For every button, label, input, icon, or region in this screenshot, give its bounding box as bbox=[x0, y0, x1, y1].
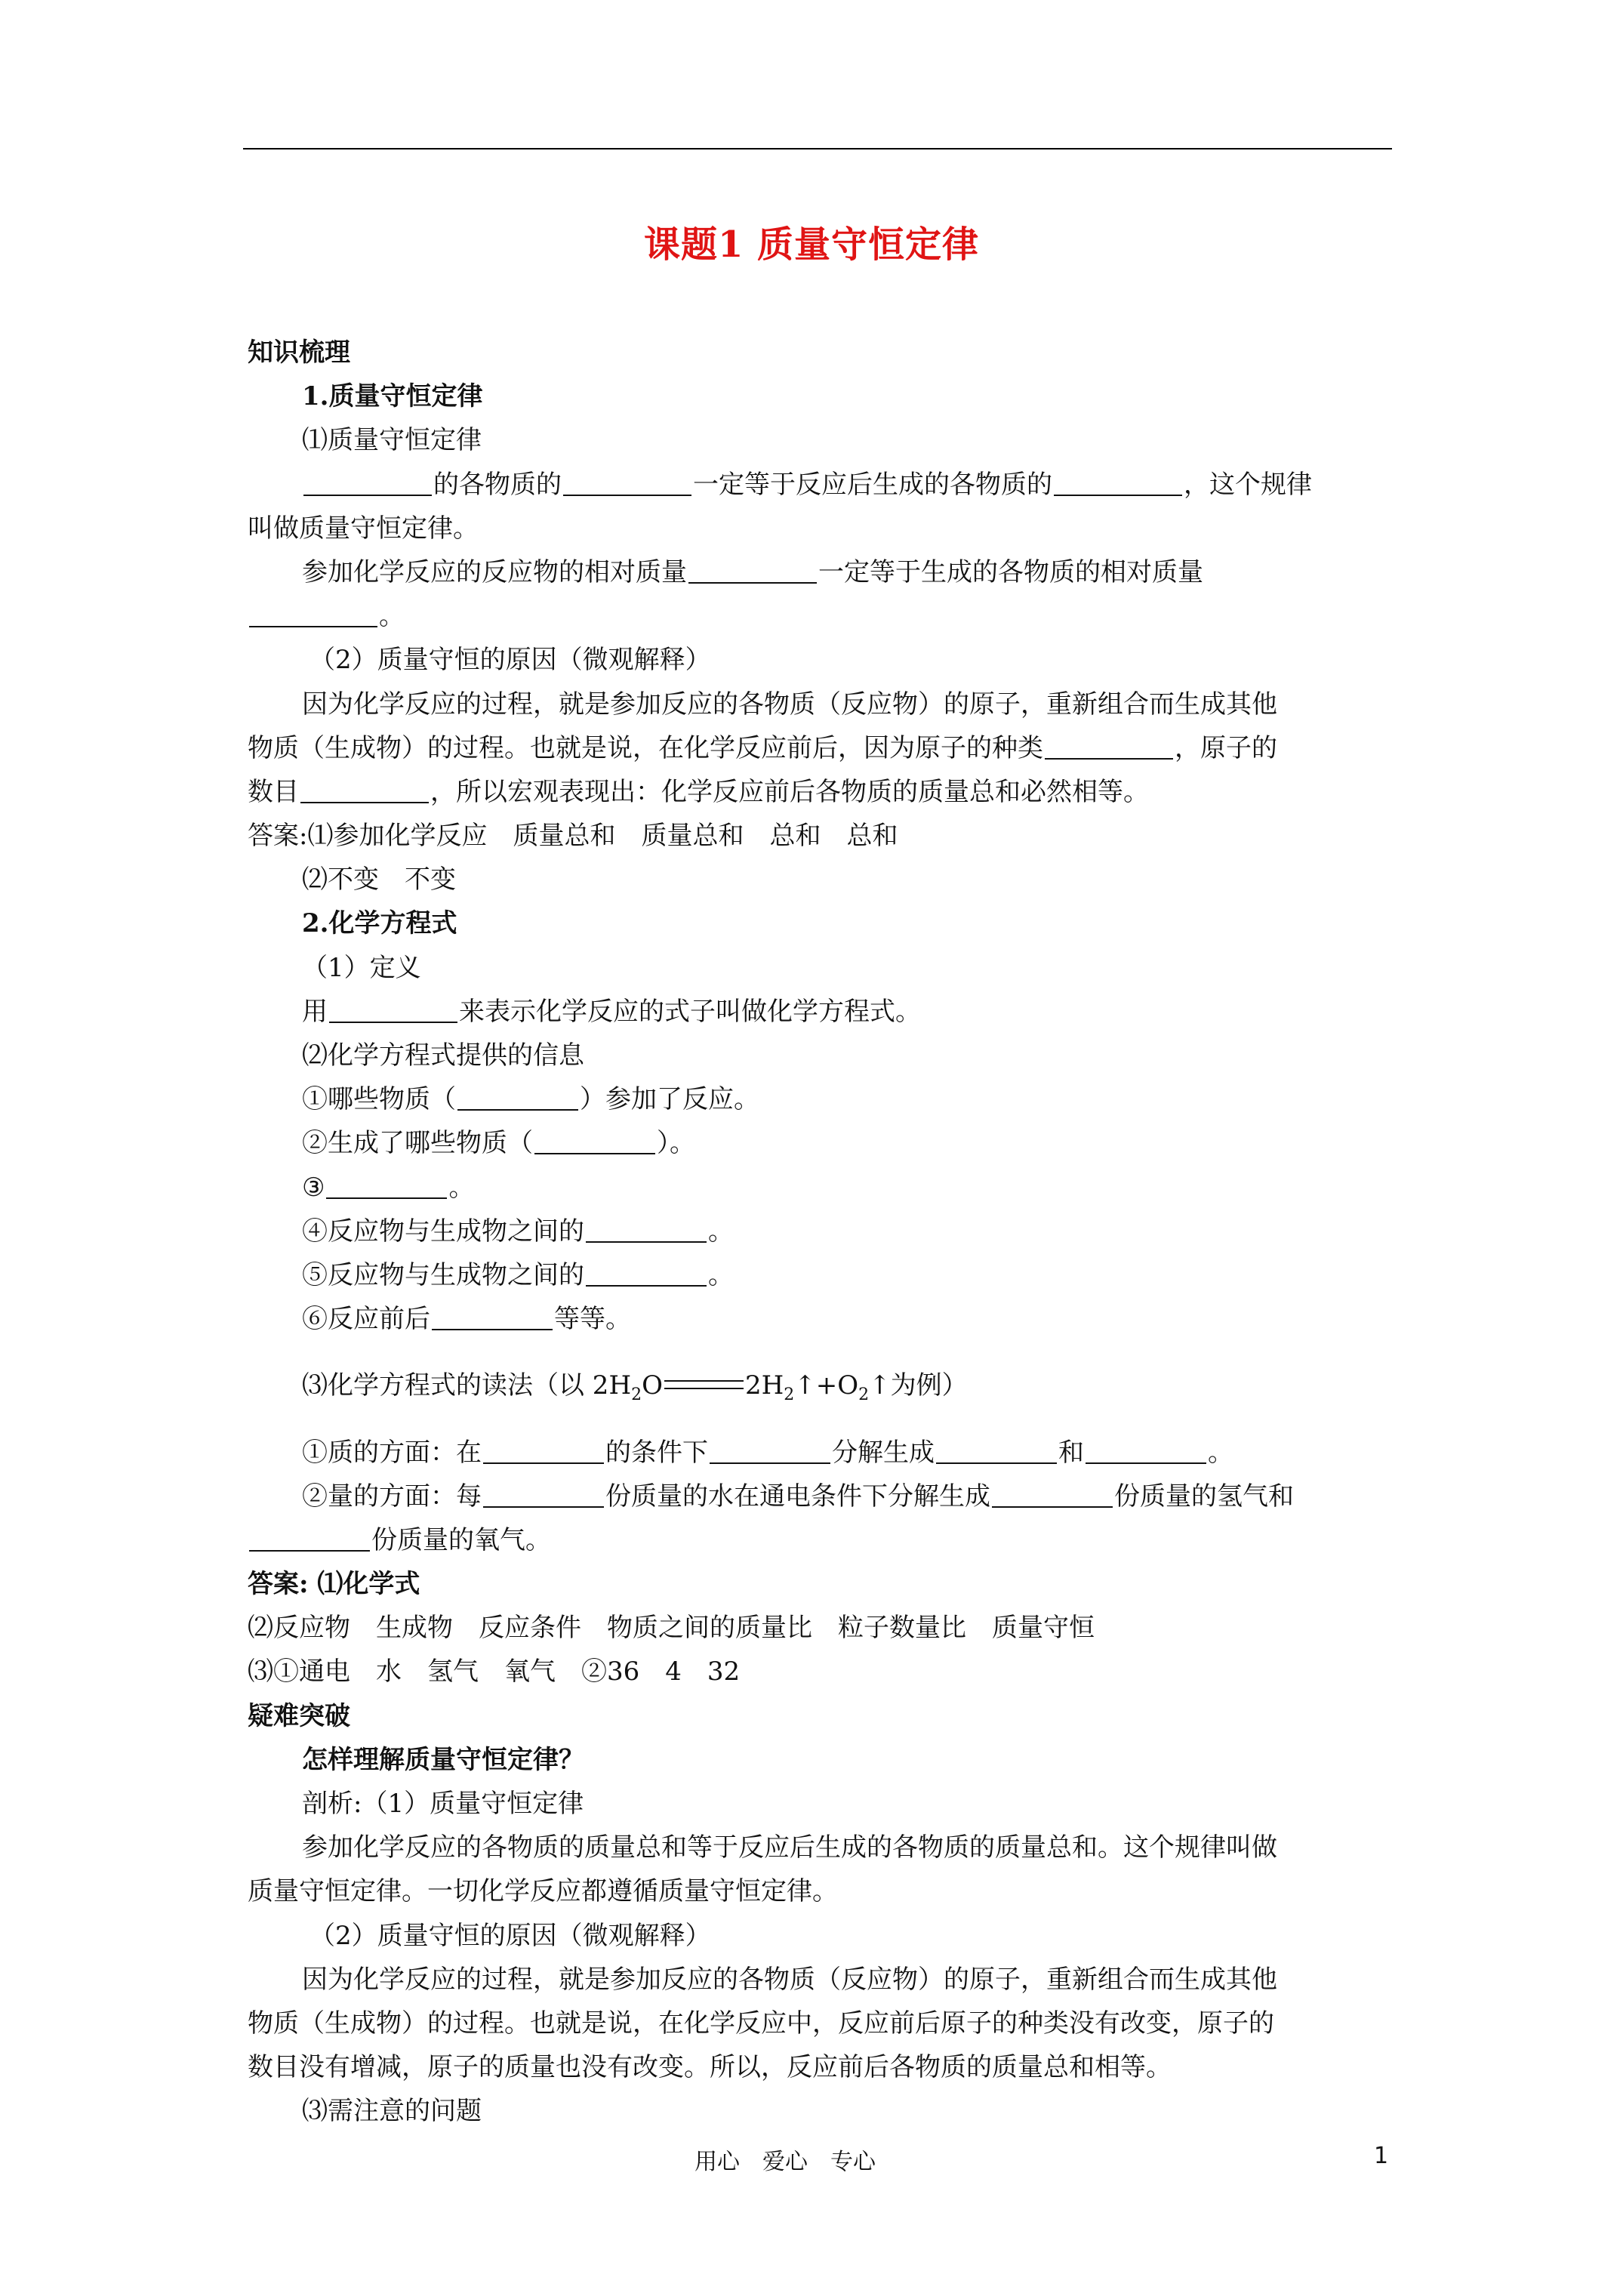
fill-sentence: 的各物质的 一定等于反应后生成的各物质的 ，这个规律 bbox=[248, 463, 1389, 507]
question-line: 怎样理解质量守恒定律？ bbox=[302, 1744, 584, 1775]
answer-line: ⑵不变 不变 bbox=[302, 864, 456, 895]
answer-line: ⑶①通电 水 氢气 氧气 ②36 4 32 bbox=[248, 1657, 741, 1687]
blank bbox=[992, 1481, 1113, 1508]
blank bbox=[1045, 732, 1173, 760]
info-item: ⑤反应物与生成物之间的 。 bbox=[302, 1259, 734, 1290]
blank bbox=[303, 469, 432, 496]
document-body bbox=[248, 331, 1389, 2134]
text-line: 叫做质量守恒定律。 bbox=[248, 513, 479, 544]
answer-line: ⑵反应物 生成物 反应条件 物质之间的质量比 粒子数量比 质量守恒 bbox=[248, 1613, 1095, 1644]
item-label: （2）质量守恒的原因（微观解释） bbox=[310, 645, 711, 676]
section-heading-difficulty: 疑难突破 bbox=[248, 1700, 350, 1731]
item-label: ⑴质量守恒定律 bbox=[302, 425, 482, 456]
blank bbox=[1086, 1437, 1206, 1464]
blank bbox=[534, 1127, 655, 1154]
subheading-law: 1.质量守恒定律 bbox=[302, 381, 483, 412]
subheading-equation: 2.化学方程式 bbox=[302, 908, 457, 939]
page-title: 课题1 质量守恒定律 bbox=[643, 223, 980, 266]
blank bbox=[483, 1481, 604, 1508]
text-line: 因为化学反应的过程，就是参加反应的各物质（反应物）的原子，重新组合而生成其他 bbox=[302, 1964, 1277, 1995]
page-number: 1 bbox=[1374, 2143, 1389, 2169]
blank bbox=[710, 1437, 830, 1464]
blank bbox=[1054, 469, 1182, 496]
fill-sentence: 用 来表示化学反应的式子叫做化学方程式。 bbox=[302, 996, 921, 1027]
item-label: （2）质量守恒的原因（微观解释） bbox=[310, 1920, 711, 1951]
item-label: ⑵化学方程式提供的信息 bbox=[302, 1040, 584, 1071]
blank bbox=[688, 556, 817, 584]
fill-sentence: 。 bbox=[248, 594, 1389, 638]
fill-sentence: 份质量的氧气。 bbox=[248, 1518, 1389, 1562]
fill-sentence: ①质的方面：在 的条件下 分解生成 和 。 bbox=[302, 1437, 1233, 1468]
fill-sentence: 参加化学反应的反应物的相对质量 一定等于生成的各物质的相对质量 bbox=[302, 556, 1203, 587]
answer-line: 答案:⑴参加化学反应 质量总和 质量总和 总和 总和 bbox=[248, 821, 898, 852]
blank bbox=[586, 1216, 707, 1243]
info-item: ②生成了哪些物质（ ）。 bbox=[302, 1128, 695, 1159]
blank bbox=[457, 1083, 578, 1111]
text-line: 物质（生成物）的过程。也就是说，在化学反应中，反应前后原子的种类没有改变，原子的 bbox=[248, 2008, 1274, 2039]
blank bbox=[329, 996, 457, 1023]
blank bbox=[249, 1524, 370, 1552]
fill-sentence: 数目 ，所以宏观表现出：化学反应前后各物质的质量总和必然相等。 bbox=[248, 776, 1149, 807]
blank bbox=[483, 1437, 604, 1464]
blank bbox=[249, 600, 377, 627]
equals-sign bbox=[664, 1380, 744, 1389]
footer-motto: 用心 爱心 专心 bbox=[694, 2149, 876, 2175]
text-line: 数目没有增减，原子的质量也没有改变。所以，反应前后各物质的质量总和相等。 bbox=[248, 2052, 1172, 2083]
header-rule bbox=[243, 148, 1392, 149]
analysis-label: 剖析:（1）质量守恒定律 bbox=[302, 1789, 584, 1819]
info-item: ⑥反应前后 等等。 bbox=[302, 1304, 631, 1335]
text-line: 因为化学反应的过程，就是参加反应的各物质（反应物）的原子，重新组合而生成其他 bbox=[302, 689, 1277, 720]
answer-line: 答案: ⑴化学式 bbox=[248, 1569, 420, 1600]
blank bbox=[300, 776, 429, 803]
item-label: ⑶需注意的问题 bbox=[302, 2096, 482, 2127]
blank bbox=[936, 1437, 1057, 1464]
blank bbox=[563, 469, 691, 496]
item-label: （1）定义 bbox=[302, 952, 421, 983]
info-item: ④反应物与生成物之间的 。 bbox=[302, 1216, 734, 1247]
blank bbox=[326, 1172, 447, 1199]
blank bbox=[432, 1303, 553, 1330]
blank bbox=[586, 1259, 707, 1287]
section-heading-knowledge: 知识梳理 bbox=[248, 337, 350, 368]
info-item: ①哪些物质（ ）参加了反应。 bbox=[302, 1084, 759, 1115]
fill-sentence: 物质（生成物）的过程。也就是说，在化学反应前后，因为原子的种类 ，原子的 bbox=[248, 732, 1277, 763]
info-item: ③ 。 bbox=[302, 1172, 475, 1203]
fill-sentence: ②量的方面：每 份质量的水在通电条件下分解生成 份质量的氢气和 bbox=[302, 1481, 1294, 1512]
text-line: 质量守恒定律。一切化学反应都遵循质量守恒定律。 bbox=[248, 1876, 838, 1907]
equation-line: ⑶化学方程式的读法（以 $2H_2O$ $2H_2↑+O_2↑$为例） bbox=[302, 1370, 968, 1405]
text-line: 参加化学反应的各物质的质量总和等于反应后生成的各物质的质量总和。这个规律叫做 bbox=[302, 1832, 1277, 1863]
